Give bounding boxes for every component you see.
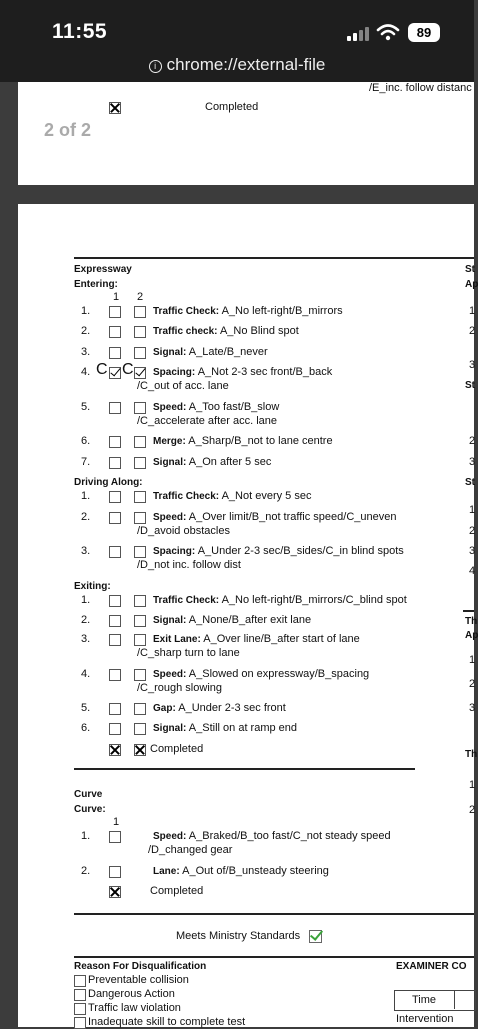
disqualification-option: Traffic law violation <box>88 1002 181 1014</box>
checkbox-col2[interactable] <box>134 347 146 359</box>
row-number: 2. <box>81 614 91 626</box>
checkbox-col1[interactable] <box>109 436 121 448</box>
right-edge-text: 3 <box>469 702 476 714</box>
row-number: 3. <box>81 346 91 358</box>
right-edge-text: Ap <box>465 630 478 641</box>
completed-label: Completed <box>150 743 204 755</box>
checkbox-col1[interactable] <box>109 615 121 627</box>
subsection-curve: Curve: <box>74 804 106 815</box>
item-text: Spacing: A_Under 2-3 sec/B_sides/C_in blind spots <box>153 545 404 557</box>
checkbox-col2[interactable] <box>134 402 146 414</box>
right-edge-text: 1 <box>469 504 476 516</box>
row-number: 1. <box>81 594 91 606</box>
disqualification-option: Dangerous Action <box>88 988 175 1000</box>
time-label: Time <box>412 994 437 1006</box>
subsection-driving-along: Driving Along: <box>74 477 143 488</box>
checkbox-col2[interactable] <box>134 669 146 681</box>
checkbox-col1[interactable] <box>109 491 121 503</box>
right-edge-text: 3 <box>469 545 476 557</box>
cellular-signal-icon <box>347 26 369 41</box>
item-text-continued: /C_sharp turn to lane <box>137 647 240 659</box>
completed-checkbox-col2[interactable] <box>134 744 146 756</box>
right-edge-text: 3 <box>469 359 476 371</box>
row-number: 2. <box>81 325 91 337</box>
checkbox-col1[interactable] <box>109 866 121 878</box>
page-indicator: 2 of 2 <box>44 120 92 140</box>
item-text: Speed: A_Slowed on expressway/B_spacing <box>153 668 370 680</box>
item-text: Lane: A_Out of/B_unsteady steering <box>153 865 329 877</box>
checkbox-col2[interactable] <box>134 306 146 318</box>
subsection-exiting: Exiting: <box>74 581 111 592</box>
item-text-continued: /C_rough slowing <box>137 682 222 694</box>
column-header-2: 2 <box>137 291 144 303</box>
row-number: 2. <box>81 511 91 523</box>
row-number: 3. <box>81 633 91 645</box>
url-text: chrome://external-file <box>166 55 326 74</box>
item-text: Speed: A_Too fast/B_slow <box>153 401 280 413</box>
handwritten-mark: C <box>122 361 134 378</box>
checkbox-col1[interactable] <box>109 402 121 414</box>
checkbox-col2[interactable] <box>134 546 146 558</box>
checkbox-col2[interactable] <box>134 512 146 524</box>
info-icon[interactable]: i <box>149 60 162 73</box>
right-edge-text: Th <box>465 616 478 627</box>
disqualification-checkbox[interactable] <box>74 975 86 987</box>
checkbox-col1[interactable] <box>109 306 121 318</box>
right-edge-text: Th <box>465 749 478 760</box>
checkbox-col2[interactable] <box>134 491 146 503</box>
item-text: Traffic Check: A_Not every 5 sec <box>153 490 312 502</box>
standards-label: Meets Ministry Standards <box>176 930 301 942</box>
checkbox-col2[interactable] <box>134 615 146 627</box>
completed-label: Completed <box>205 101 259 113</box>
right-edge-text: St <box>465 477 475 488</box>
row-number: 1. <box>81 490 91 502</box>
pdf-page-2 <box>18 204 478 1028</box>
item-text: Speed: A_Over limit/B_not traffic speed/C_uneven <box>153 511 397 523</box>
column-header-1: 1 <box>113 816 120 828</box>
completed-checkbox-col1[interactable] <box>109 744 121 756</box>
standards-checkbox[interactable] <box>309 930 322 943</box>
row-number: 1. <box>81 305 91 317</box>
item-text: Signal: A_On after 5 sec <box>153 456 272 468</box>
right-edge-text: 3 <box>469 456 476 468</box>
right-edge-text: 2 <box>469 435 476 447</box>
right-edge-text: 1 <box>469 654 476 666</box>
item-text: Traffic check: A_No Blind spot <box>153 325 299 337</box>
item-text: Signal: A_Late/B_never <box>153 346 268 358</box>
item-text: Signal: A_None/B_after exit lane <box>153 614 312 626</box>
checkbox-col2[interactable] <box>134 723 146 735</box>
right-edge-text: Ap <box>465 279 478 290</box>
right-edge-text: St <box>465 380 475 391</box>
handwritten-mark: C <box>96 361 108 378</box>
right-edge-text: 1 <box>469 305 476 317</box>
checkbox-col1[interactable] <box>109 347 121 359</box>
checkbox-col2[interactable] <box>134 326 146 338</box>
row-number: 2. <box>81 865 91 877</box>
right-edge-text: 4 <box>469 565 476 577</box>
intervention-label: Intervention <box>396 1013 454 1025</box>
row-number: 3. <box>81 545 91 557</box>
checkbox-col2[interactable] <box>134 703 146 715</box>
right-edge-text: 2 <box>469 525 476 537</box>
subsection-entering: Entering: <box>74 279 118 290</box>
item-text: Traffic Check: A_No left-right/B_mirrors <box>153 305 343 317</box>
completed-checkbox[interactable] <box>109 102 121 114</box>
completed-checkbox[interactable] <box>109 886 121 898</box>
item-text: Spacing: A_Not 2-3 sec front/B_back <box>153 366 333 378</box>
battery-indicator: 89 <box>408 23 440 42</box>
checkbox-col2[interactable] <box>134 595 146 607</box>
item-text: Speed: A_Braked/B_too fast/C_not steady speed <box>153 830 391 842</box>
disqualification-option: Inadequate skill to complete test <box>88 1016 246 1028</box>
checkbox-col1[interactable] <box>109 634 121 646</box>
item-text-continued: /C_accelerate after acc. lane <box>137 415 278 427</box>
completed-label: Completed <box>150 885 204 897</box>
disqualification-checkbox[interactable] <box>74 989 86 1001</box>
item-text: Gap: A_Under 2-3 sec front <box>153 702 286 714</box>
checkbox-col1[interactable] <box>109 326 121 338</box>
disqualification-title: Reason For Disqualification <box>74 961 207 972</box>
checkbox-col2[interactable] <box>134 457 146 469</box>
disqualification-checkbox[interactable] <box>74 1003 86 1015</box>
clock: 11:55 <box>52 20 108 43</box>
row-number: 6. <box>81 435 91 447</box>
checkbox-col1[interactable] <box>109 703 121 715</box>
row-number: 4. <box>81 366 91 378</box>
item-text: Merge: A_Sharp/B_not to lane centre <box>153 435 333 447</box>
section-title-curve: Curve <box>74 789 103 800</box>
examiner-title: EXAMINER CO <box>396 961 467 972</box>
row-number: 5. <box>81 401 91 413</box>
item-text-continued: /D_not inc. follow dist <box>137 559 241 571</box>
item-text: Traffic Check: A_No left-right/B_mirrors/C_blind spot <box>153 594 407 606</box>
column-header-1: 1 <box>113 291 120 303</box>
checkbox-col1[interactable] <box>109 457 121 469</box>
disqualification-checkbox[interactable] <box>74 1017 86 1029</box>
item-text: Exit Lane: A_Over line/B_after start of lane <box>153 633 360 645</box>
checkbox-col1[interactable] <box>109 546 121 558</box>
row-number: 7. <box>81 456 91 468</box>
checkbox-col2[interactable] <box>134 367 146 379</box>
item-text: Signal: A_Still on at ramp end <box>153 722 298 734</box>
checkbox-col1[interactable] <box>109 367 121 379</box>
right-edge-text: 2 <box>469 804 476 816</box>
checkbox-col2[interactable] <box>134 436 146 448</box>
right-edge-text: St <box>465 264 475 275</box>
row-number: 5. <box>81 702 91 714</box>
right-edge-text: 2 <box>469 678 476 690</box>
wifi-icon <box>377 24 399 41</box>
item-text-continued: /D_changed gear <box>148 844 233 856</box>
row-number: 4. <box>81 668 91 680</box>
url-bar[interactable] <box>0 55 474 75</box>
disqualification-option: Preventable collision <box>88 974 189 986</box>
row-number: 1. <box>81 830 91 842</box>
checkbox-col1[interactable] <box>109 595 121 607</box>
checkbox-col1[interactable] <box>109 831 121 843</box>
status-bar <box>0 0 474 82</box>
right-edge-text: 2 <box>469 325 476 337</box>
page1-top-text: /E_inc. follow distanc <box>369 82 472 94</box>
checkbox-col1[interactable] <box>109 512 121 524</box>
item-text-continued: /D_avoid obstacles <box>137 525 230 537</box>
time-input[interactable] <box>454 990 475 1009</box>
right-edge-text: 1 <box>469 779 476 791</box>
checkbox-col1[interactable] <box>109 669 121 681</box>
section-title-expressway: Expressway <box>74 264 132 275</box>
checkbox-col2[interactable] <box>134 634 146 646</box>
row-number: 6. <box>81 722 91 734</box>
checkbox-col1[interactable] <box>109 723 121 735</box>
item-text-continued: /C_out of acc. lane <box>137 380 229 392</box>
